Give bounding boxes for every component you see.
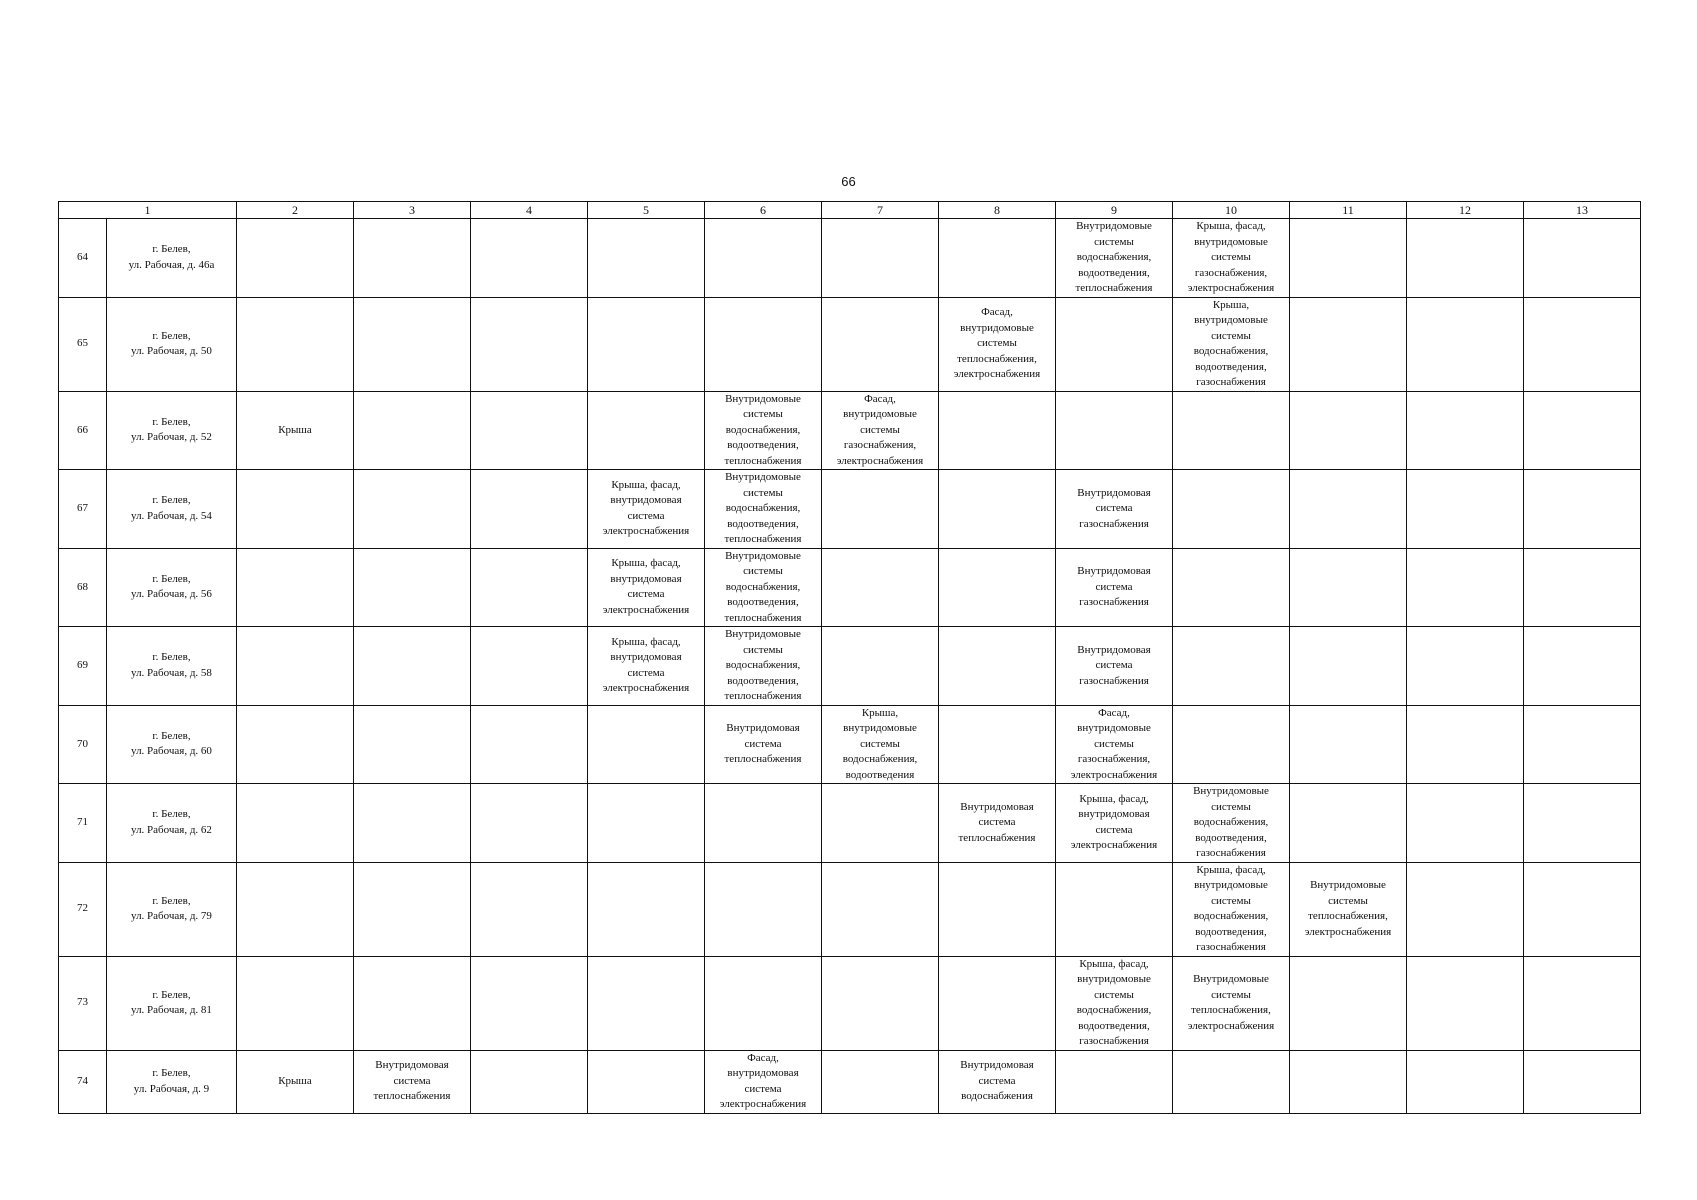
- work-cell-col-7: [822, 1050, 939, 1113]
- work-cell-col-8: [939, 470, 1056, 549]
- work-cell-col-12: [1407, 1050, 1524, 1113]
- work-cell-col-11: [1290, 705, 1407, 784]
- work-cell-col-4: [471, 391, 588, 470]
- column-header: 8: [939, 202, 1056, 219]
- work-description: Крыша, фасад, внутридомовые системы водоснабжения, водоотведения, газоснабжения: [1193, 863, 1269, 953]
- work-cell-col-11: [1290, 956, 1407, 1050]
- address-cell: [107, 705, 237, 784]
- work-cell-col-3: [354, 1050, 471, 1113]
- work-description: Внутридомовая система теплоснабжения: [958, 800, 1036, 844]
- column-number-row: [59, 202, 1641, 219]
- work-cell-col-12: [1407, 470, 1524, 549]
- work-cell-col-9: [1056, 705, 1173, 784]
- work-cell-col-7: [822, 219, 939, 298]
- work-cell-col-11: [1290, 627, 1407, 706]
- work-cell-col-9: [1056, 627, 1173, 706]
- work-cell-col-2: [237, 297, 354, 391]
- work-cell-col-8: [939, 862, 1056, 956]
- work-cell-col-13: [1524, 956, 1641, 1050]
- address-cell: [107, 548, 237, 627]
- work-cell-col-5: [588, 862, 705, 956]
- work-cell-col-2: [237, 784, 354, 863]
- work-description: Внутридомовая система газоснабжения: [1077, 486, 1151, 530]
- work-cell-col-6: [705, 705, 822, 784]
- work-cell-col-6: [705, 297, 822, 391]
- work-cell-col-2: [237, 862, 354, 956]
- work-description: Фасад, внутридомовые системы газоснабжения, электроснабжения: [1070, 706, 1158, 781]
- table-row: [59, 297, 1641, 391]
- work-cell-col-6: [705, 862, 822, 956]
- work-cell-col-9: [1056, 470, 1173, 549]
- work-cell-col-10: [1173, 862, 1290, 956]
- work-cell-col-13: [1524, 862, 1641, 956]
- work-cell-col-10: [1173, 627, 1290, 706]
- address-cell: [107, 297, 237, 391]
- address-text: г. Белев, ул. Рабочая, д. 56: [131, 572, 212, 601]
- work-cell-col-5: [588, 784, 705, 863]
- work-description: Крыша, внутридомовые системы водоснабжения, водоотведения: [842, 706, 918, 781]
- work-cell-col-6: [705, 627, 822, 706]
- work-cell-col-6: [705, 548, 822, 627]
- work-description: Крыша, фасад, внутридомовая система электроснабжения: [602, 478, 690, 538]
- work-cell-col-8: [939, 784, 1056, 863]
- work-cell-col-4: [471, 297, 588, 391]
- work-cell-col-3: [354, 470, 471, 549]
- work-cell-col-4: [471, 1050, 588, 1113]
- work-description: Крыша, внутридомовые системы водоснабжения, водоотведения, газоснабжения: [1193, 298, 1269, 388]
- work-cell-col-9: [1056, 784, 1173, 863]
- work-cell-col-3: [354, 391, 471, 470]
- row-number: 68: [59, 548, 107, 627]
- work-cell-col-11: [1290, 548, 1407, 627]
- work-cell-col-5: [588, 956, 705, 1050]
- work-description: Внутридомовые системы теплоснабжения, электроснабжения: [1187, 973, 1275, 1032]
- work-description: Крыша: [278, 1074, 312, 1087]
- column-header: 11: [1290, 202, 1407, 219]
- row-number: 73: [59, 956, 107, 1050]
- work-cell-col-4: [471, 956, 588, 1050]
- work-description: Фасад, внутридомовая система электроснабжения: [719, 1051, 807, 1110]
- address-text: г. Белев, ул. Рабочая, д. 58: [131, 651, 212, 679]
- table-row: [59, 219, 1641, 298]
- work-cell-col-4: [471, 705, 588, 784]
- work-description: Внутридомовые системы водоснабжения, водоотведения, теплоснабжения: [724, 392, 802, 467]
- work-cell-col-4: [471, 784, 588, 863]
- column-header: 4: [471, 202, 588, 219]
- work-cell-col-10: [1173, 219, 1290, 298]
- column-header: 13: [1524, 202, 1641, 219]
- work-cell-col-2: [237, 470, 354, 549]
- work-cell-col-13: [1524, 548, 1641, 627]
- work-cell-col-4: [471, 470, 588, 549]
- work-cell-col-7: [822, 784, 939, 863]
- work-cell-col-5: [588, 219, 705, 298]
- row-number: 66: [59, 391, 107, 470]
- work-cell-col-8: [939, 391, 1056, 470]
- work-cell-col-5: [588, 391, 705, 470]
- address-text: г. Белев, ул. Рабочая, д. 54: [131, 494, 212, 522]
- address-cell: [107, 784, 237, 863]
- column-header: 12: [1407, 202, 1524, 219]
- row-number: 64: [59, 219, 107, 298]
- work-description: Внутридомовые системы теплоснабжения, электроснабжения: [1304, 879, 1392, 938]
- work-description: Внутридомовая система водоснабжения: [960, 1059, 1034, 1103]
- work-cell-col-2: [237, 391, 354, 470]
- column-header: 3: [354, 202, 471, 219]
- work-cell-col-9: [1056, 391, 1173, 470]
- work-cell-col-12: [1407, 705, 1524, 784]
- work-cell-col-10: [1173, 470, 1290, 549]
- address-text: г. Белев, ул. Рабочая, д. 79: [131, 894, 212, 922]
- work-cell-col-9: [1056, 548, 1173, 627]
- work-cell-col-7: [822, 956, 939, 1050]
- column-header: 6: [705, 202, 822, 219]
- work-cell-col-12: [1407, 956, 1524, 1050]
- work-cell-col-8: [939, 1050, 1056, 1113]
- address-cell: [107, 470, 237, 549]
- work-cell-col-8: [939, 297, 1056, 391]
- work-cell-col-3: [354, 548, 471, 627]
- address-text: г. Белев, ул. Рабочая, д. 50: [131, 329, 212, 357]
- column-header: 2: [237, 202, 354, 219]
- work-cell-col-6: [705, 219, 822, 298]
- work-cell-col-13: [1524, 470, 1641, 549]
- work-cell-col-12: [1407, 548, 1524, 627]
- address-text: г. Белев, ул. Рабочая, д. 62: [131, 808, 212, 836]
- row-number: 69: [59, 627, 107, 706]
- work-cell-col-5: [588, 627, 705, 706]
- work-description: Внутридомовые системы водоснабжения, водоотведения, теплоснабжения: [1075, 220, 1153, 294]
- work-cell-col-8: [939, 705, 1056, 784]
- work-description: Фасад, внутридомовые системы газоснабжения, электроснабжения: [836, 392, 924, 467]
- work-cell-col-7: [822, 705, 939, 784]
- page-number: 66: [841, 174, 856, 189]
- work-cell-col-2: [237, 1050, 354, 1113]
- work-cell-col-10: [1173, 784, 1290, 863]
- work-cell-col-10: [1173, 391, 1290, 470]
- work-cell-col-10: [1173, 297, 1290, 391]
- work-cell-col-4: [471, 862, 588, 956]
- address-text: г. Белев, ул. Рабочая, д. 46а: [128, 243, 215, 271]
- work-cell-col-2: [237, 548, 354, 627]
- table-row: [59, 784, 1641, 863]
- work-cell-col-4: [471, 219, 588, 298]
- address-cell: [107, 1050, 237, 1113]
- row-number: 71: [59, 784, 107, 863]
- work-cell-col-2: [237, 219, 354, 298]
- column-header: 5: [588, 202, 705, 219]
- repair-schedule-table: [58, 201, 1641, 1114]
- work-cell-col-13: [1524, 1050, 1641, 1113]
- row-number: 67: [59, 470, 107, 549]
- work-cell-col-3: [354, 784, 471, 863]
- work-cell-col-7: [822, 297, 939, 391]
- column-header: 7: [822, 202, 939, 219]
- work-cell-col-12: [1407, 391, 1524, 470]
- work-cell-col-9: [1056, 956, 1173, 1050]
- work-cell-col-2: [237, 627, 354, 706]
- table-row: [59, 862, 1641, 956]
- work-cell-col-3: [354, 219, 471, 298]
- table-row: [59, 627, 1641, 706]
- work-cell-col-8: [939, 548, 1056, 627]
- work-cell-col-11: [1290, 784, 1407, 863]
- work-cell-col-3: [354, 627, 471, 706]
- work-cell-col-9: [1056, 219, 1173, 298]
- address-cell: [107, 627, 237, 706]
- table-row: [59, 705, 1641, 784]
- work-description: Внутридомовая система газоснабжения: [1077, 643, 1151, 687]
- work-description: Внутридомовые системы водоснабжения, водоотведения, теплоснабжения: [724, 549, 802, 624]
- work-cell-col-12: [1407, 784, 1524, 863]
- work-cell-col-6: [705, 470, 822, 549]
- work-cell-col-4: [471, 627, 588, 706]
- address-text: г. Белев, ул. Рабочая, д. 9: [133, 1067, 210, 1095]
- work-cell-col-5: [588, 470, 705, 549]
- work-cell-col-13: [1524, 219, 1641, 298]
- work-cell-col-11: [1290, 219, 1407, 298]
- address-cell: [107, 219, 237, 298]
- work-description: Внутридомовые системы водоснабжения, водоотведения, теплоснабжения: [724, 471, 802, 545]
- table-body: [59, 219, 1641, 1114]
- work-cell-col-5: [588, 705, 705, 784]
- work-cell-col-13: [1524, 784, 1641, 863]
- work-cell-col-12: [1407, 862, 1524, 956]
- table-row: [59, 1050, 1641, 1113]
- work-cell-col-11: [1290, 470, 1407, 549]
- work-cell-col-7: [822, 470, 939, 549]
- work-cell-col-9: [1056, 862, 1173, 956]
- table-row: [59, 470, 1641, 549]
- work-description: Крыша, фасад, внутридомовая система электроснабжения: [602, 635, 690, 695]
- work-cell-col-11: [1290, 391, 1407, 470]
- work-cell-col-10: [1173, 956, 1290, 1050]
- work-cell-col-11: [1290, 862, 1407, 956]
- work-cell-col-6: [705, 1050, 822, 1113]
- row-number: 72: [59, 862, 107, 956]
- work-cell-col-3: [354, 297, 471, 391]
- work-description: Внутридомовые системы водоснабжения, водоотведения, газоснабжения: [1193, 785, 1269, 859]
- work-cell-col-11: [1290, 1050, 1407, 1113]
- work-cell-col-12: [1407, 297, 1524, 391]
- work-cell-col-8: [939, 956, 1056, 1050]
- work-cell-col-12: [1407, 627, 1524, 706]
- work-cell-col-12: [1407, 219, 1524, 298]
- work-cell-col-13: [1524, 391, 1641, 470]
- work-cell-col-6: [705, 956, 822, 1050]
- work-cell-col-8: [939, 219, 1056, 298]
- work-cell-col-4: [471, 548, 588, 627]
- row-number: 74: [59, 1050, 107, 1113]
- work-cell-col-6: [705, 784, 822, 863]
- table-row: [59, 548, 1641, 627]
- work-cell-col-10: [1173, 705, 1290, 784]
- work-cell-col-10: [1173, 548, 1290, 627]
- work-cell-col-7: [822, 391, 939, 470]
- work-cell-col-13: [1524, 705, 1641, 784]
- work-cell-col-7: [822, 862, 939, 956]
- column-header: 10: [1173, 202, 1290, 219]
- work-description: Крыша, фасад, внутридомовые системы водоснабжения, водоотведения, газоснабжения: [1076, 957, 1152, 1047]
- address-text: г. Белев, ул. Рабочая, д. 60: [131, 729, 212, 758]
- work-cell-col-7: [822, 548, 939, 627]
- work-cell-col-3: [354, 956, 471, 1050]
- work-description: Крыша: [278, 423, 312, 436]
- table-row: [59, 391, 1641, 470]
- row-number: 65: [59, 297, 107, 391]
- work-description: Внутридомовые системы водоснабжения, водоотведения, теплоснабжения: [724, 628, 802, 702]
- address-text: г. Белев, ул. Рабочая, д. 52: [131, 415, 212, 444]
- work-description: Внутридомовая система газоснабжения: [1077, 565, 1151, 608]
- work-cell-col-7: [822, 627, 939, 706]
- work-description: Внутридомовая система теплоснабжения: [724, 722, 802, 765]
- work-cell-col-5: [588, 548, 705, 627]
- work-cell-col-5: [588, 297, 705, 391]
- address-cell: [107, 391, 237, 470]
- address-cell: [107, 862, 237, 956]
- work-cell-col-6: [705, 391, 822, 470]
- work-cell-col-13: [1524, 627, 1641, 706]
- address-text: г. Белев, ул. Рабочая, д. 81: [131, 988, 212, 1016]
- work-cell-col-11: [1290, 297, 1407, 391]
- work-cell-col-2: [237, 705, 354, 784]
- work-description: Крыша, фасад, внутридомовая система электроснабжения: [1070, 792, 1158, 852]
- work-cell-col-9: [1056, 1050, 1173, 1113]
- table-row: [59, 956, 1641, 1050]
- work-cell-col-5: [588, 1050, 705, 1113]
- column-header: 1: [59, 202, 237, 219]
- work-description: Крыша, фасад, внутридомовые системы газоснабжения, электроснабжения: [1187, 220, 1275, 294]
- address-cell: [107, 956, 237, 1050]
- work-description: Крыша, фасад, внутридомовая система электроснабжения: [602, 557, 690, 616]
- column-header: 9: [1056, 202, 1173, 219]
- work-cell-col-8: [939, 627, 1056, 706]
- work-description: Фасад, внутридомовые системы теплоснабжения, электроснабжения: [953, 306, 1041, 381]
- work-cell-col-3: [354, 705, 471, 784]
- work-cell-col-10: [1173, 1050, 1290, 1113]
- row-number: 70: [59, 705, 107, 784]
- work-cell-col-2: [237, 956, 354, 1050]
- work-description: Внутридомовая система теплоснабжения: [373, 1059, 451, 1103]
- work-cell-col-3: [354, 862, 471, 956]
- work-cell-col-9: [1056, 297, 1173, 391]
- work-cell-col-13: [1524, 297, 1641, 391]
